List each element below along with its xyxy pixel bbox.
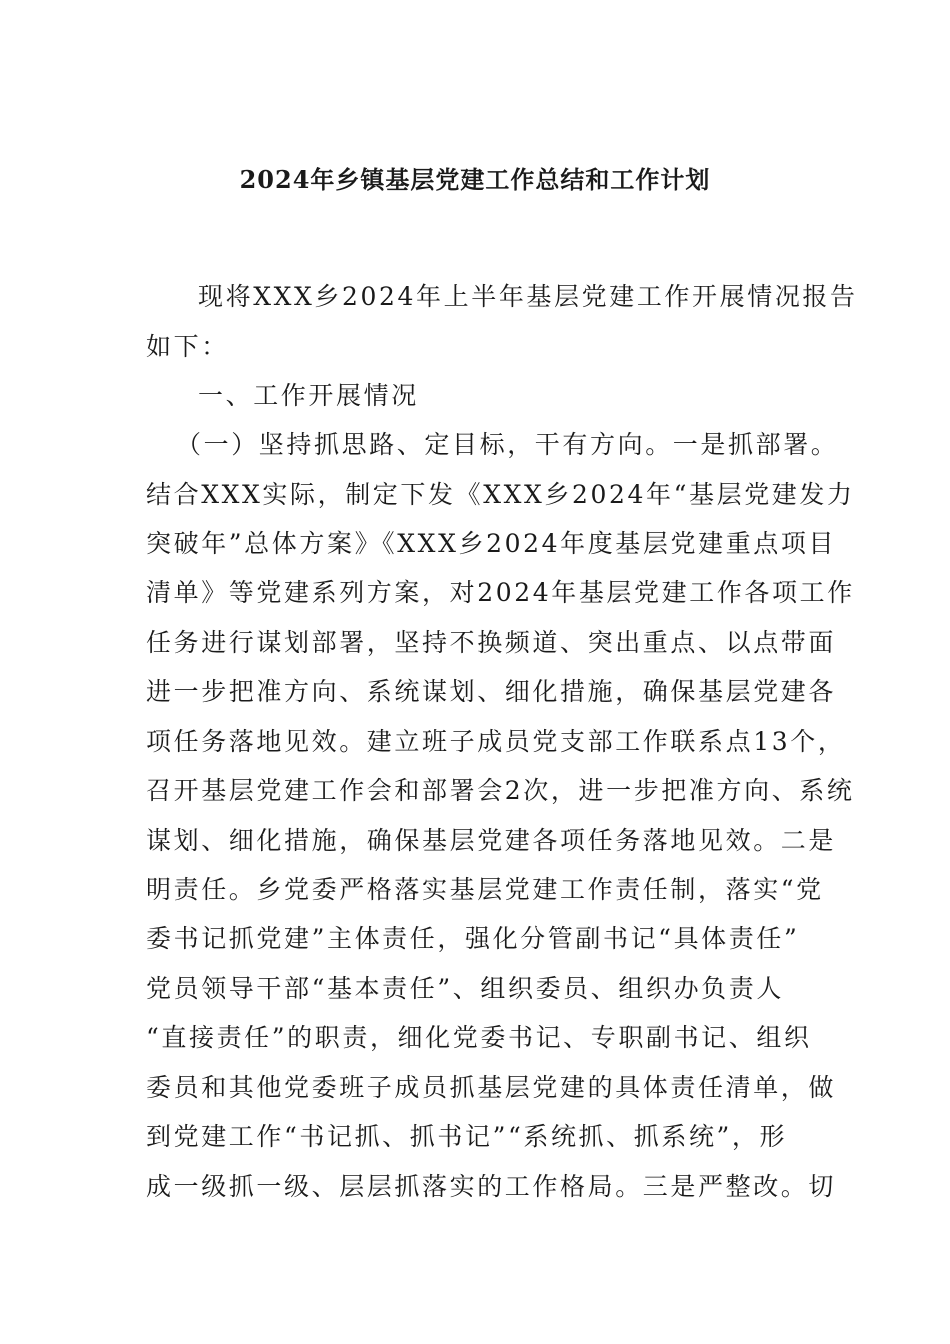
paragraph-line: 委员和其他党委班子成员抓基层党建的具体责任清单，做 [146,1073,837,1102]
paragraph-line: 现将XXX乡2024年上半年基层党建工作开展情况报告 [198,282,858,311]
document-title: 2024年乡镇基层党建工作总结和工作计划 [239,165,711,194]
paragraph-line: 项任务落地见效。建立班子成员党支部工作联系点13个， [146,727,846,756]
paragraph-line: “直接责任”的职责，细化党委书记、专职副书记、组织 [146,1023,812,1052]
section-heading: 一、工作开展情况 [198,381,419,410]
paragraph-line: 明责任。乡党委严格落实基层党建工作责任制，落实“党 [146,875,824,904]
paragraph-line: 进一步把准方向、系统谋划、细化措施，确保基层党建各 [146,677,837,706]
paragraph-line: （一）坚持抓思路、定目标，干有方向。一是抓部署。 [176,430,839,459]
paragraph-line: 成一级抓一级、层层抓落实的工作格局。三是严整改。切 [146,1172,837,1201]
paragraph-line: 结合XXX实际，制定下发《XXX乡2024年“基层党建发力 [146,480,855,509]
paragraph-line: 突破年”总体方案》《XXX乡2024年度基层党建重点项目 [146,529,837,558]
paragraph-line: 委书记抓党建”主体责任，强化分管副书记“具体责任” [146,924,800,953]
paragraph-line: 到党建工作“书记抓、抓书记”“系统抓、抓系统”，形 [146,1122,788,1151]
paragraph-line: 清单》等党建系列方案，对2024年基层党建工作各项工作 [146,578,855,607]
paragraph-line: 党员领导干部“基本责任”、组织委员、组织办负责人 [146,974,784,1003]
paragraph-line: 任务进行谋划部署，坚持不换频道、突出重点、以点带面 [146,628,837,657]
paragraph-line: 谋划、细化措施，确保基层党建各项任务落地见效。二是 [146,826,837,855]
paragraph-line: 如下： [146,332,229,361]
paragraph-line: 召开基层党建工作会和部署会2次，进一步把准方向、系统 [146,776,855,805]
